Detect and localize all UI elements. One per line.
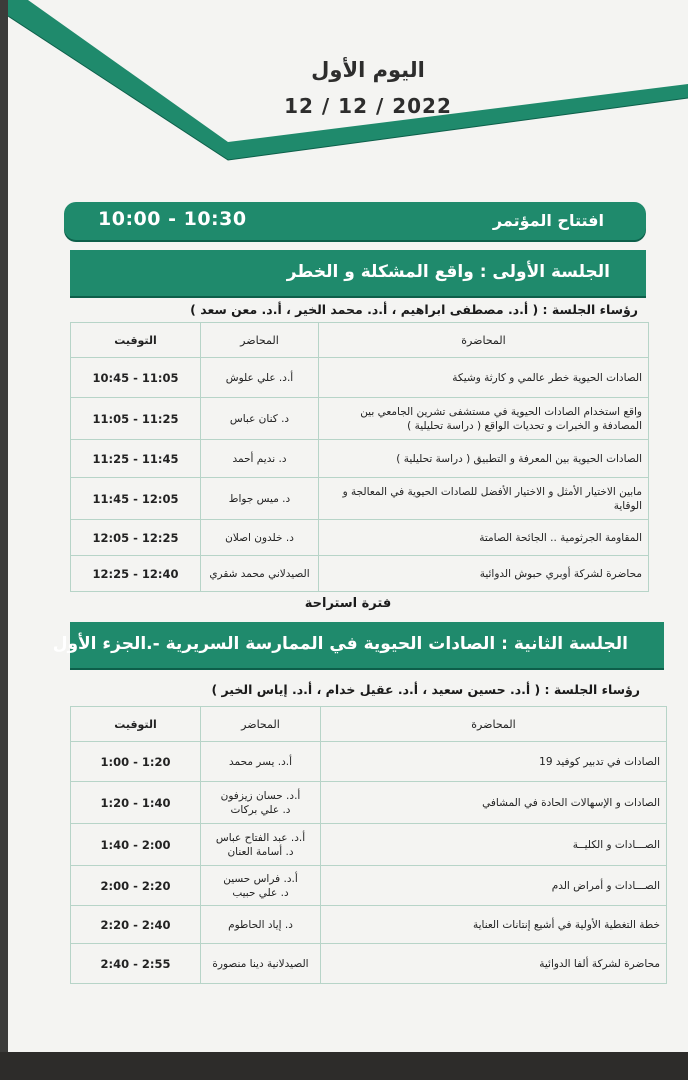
time-cell: 2:00 - 2:20: [71, 866, 201, 906]
table-row: [71, 782, 667, 824]
speaker-cell: الصيدلاني محمد شقري: [201, 556, 319, 592]
table-row: [71, 866, 667, 906]
time-cell: 1:00 - 1:20: [71, 742, 201, 782]
speaker-cell: أ.د. يسر محمد: [201, 742, 321, 782]
time-cell: 1:20 - 1:40: [71, 782, 201, 824]
lecture-cell: الصادات في تدبير كوفيد 19: [321, 742, 667, 782]
speaker-name: أ.د. فراس حسين: [223, 872, 298, 885]
session2-banner: [52, 622, 664, 668]
time-cell: 12:25 - 12:40: [71, 556, 201, 592]
lecture-column-header: المحاضرة: [321, 707, 667, 742]
lecture-cell: المقاومة الجرثومية .. الجائحة الصامتة: [319, 520, 649, 556]
table-row: [71, 358, 649, 398]
speaker-column-header: المحاضر: [201, 323, 319, 358]
speaker-name: د. علي بركات: [230, 803, 291, 816]
speaker-cell: أ.د. علي علوش: [201, 358, 319, 398]
lecture-cell: محاضرة لشركة ألفا الدوائية: [321, 944, 667, 984]
session1-header-row: [71, 323, 649, 358]
session1-title: الجلسة الأولى : واقع المشكلة و الخطر: [286, 262, 610, 282]
day-title: اليوم الأول: [311, 58, 425, 82]
page-edge-bottom: [0, 1052, 688, 1080]
time-cell: 11:05 - 11:25: [71, 398, 201, 440]
session1-table: [70, 322, 649, 592]
speaker-cell: د. خلدون اصلان: [201, 520, 319, 556]
speaker-cell: د. ميس جواط: [201, 478, 319, 520]
speaker-cell: [201, 782, 321, 824]
speaker-name: د. أسامة العنان: [227, 845, 294, 858]
time-cell: 2:20 - 2:40: [71, 906, 201, 944]
break-label: فترة استراحة: [304, 596, 392, 611]
time-column-header: التوقيت: [71, 323, 201, 358]
opening-title: افتتاح المؤتمر: [492, 211, 604, 230]
speaker-column-header: المحاضر: [201, 707, 321, 742]
lecture-cell: الصادات و الإسهالات الحادة في المشافي: [321, 782, 667, 824]
speaker-cell: د. إياد الحاطوم: [201, 906, 321, 944]
lecture-cell: خطة التغطية الأولية في أشيع إنتانات العناية: [321, 906, 667, 944]
session2-chairs: رؤساء الجلسة : ( أ.د. حسين سعيد ، أ.د. عقيل خدام ، أ.د. إياس الخير ): [211, 682, 640, 697]
speaker-name: أ.د. عبد الفتاح عباس: [215, 831, 306, 844]
lecture-cell: محاضرة لشركة أوبري حبوش الدوائية: [319, 556, 649, 592]
program-page: [8, 0, 688, 1052]
page-edge-left: [0, 0, 8, 1080]
lecture-cell: مابين الاختيار الأمثل و الاختيار الأفضل للصادات الحيوية في المعالجة و الوقاية: [319, 478, 649, 520]
speaker-name: د. علي حبيب: [232, 886, 289, 899]
table-row: [71, 556, 649, 592]
table-row: [71, 824, 667, 866]
lecture-cell: الصادات الحيوية بين المعرفة و التطبيق ( دراسة تحليلية ): [319, 440, 649, 478]
time-column-header: التوقيت: [71, 707, 201, 742]
session2-title: الجلسة الثانية : الصادات الحيوية في الممارسة السريرية -.الجزء الأول: [52, 634, 628, 654]
session2-header-row: [71, 707, 667, 742]
lecture-cell: واقع استخدام الصادات الحيوية في مستشفى تشرين الجامعي بين المصادفة و الخبرات و تحديات الواقع ( دراسة تحليلية ): [319, 398, 649, 440]
table-row: [71, 742, 667, 782]
table-row: [71, 440, 649, 478]
time-cell: 11:25 - 11:45: [71, 440, 201, 478]
table-row: [71, 398, 649, 440]
time-cell: 11:45 - 12:05: [71, 478, 201, 520]
day-date: 12 / 12 / 2022: [284, 94, 452, 118]
time-cell: 2:40 - 2:55: [71, 944, 201, 984]
table-row: [71, 906, 667, 944]
table-row: [71, 520, 649, 556]
time-cell: 12:05 - 12:25: [71, 520, 201, 556]
speaker-cell: [201, 824, 321, 866]
session1-chairs: رؤساء الجلسة : ( أ.د. مصطفى ابراهيم ، أ.د. محمد الخير ، أ.د. معن سعد ): [190, 302, 638, 317]
speaker-cell: [201, 866, 321, 906]
lecture-column-header: المحاضرة: [319, 323, 649, 358]
session2-table: [70, 706, 667, 984]
speaker-cell: الصيدلانية دينا منصورة: [201, 944, 321, 984]
session1-banner: [70, 250, 646, 296]
opening-time: 10:00 - 10:30: [98, 208, 247, 230]
speaker-name: أ.د. حسان زيزفون: [220, 789, 301, 802]
lecture-cell: الصادات الحيوية خطر عالمي و كارثة وشيكة: [319, 358, 649, 398]
lecture-cell: الصـــادات و أمراض الدم: [321, 866, 667, 906]
speaker-cell: د. كنان عباس: [201, 398, 319, 440]
time-cell: 10:45 - 11:05: [71, 358, 201, 398]
lecture-cell: الصـــادات و الكليــة: [321, 824, 667, 866]
time-cell: 1:40 - 2:00: [71, 824, 201, 866]
table-row: [71, 944, 667, 984]
speaker-cell: د. نديم أحمد: [201, 440, 319, 478]
opening-banner: [64, 202, 646, 240]
table-row: [71, 478, 649, 520]
